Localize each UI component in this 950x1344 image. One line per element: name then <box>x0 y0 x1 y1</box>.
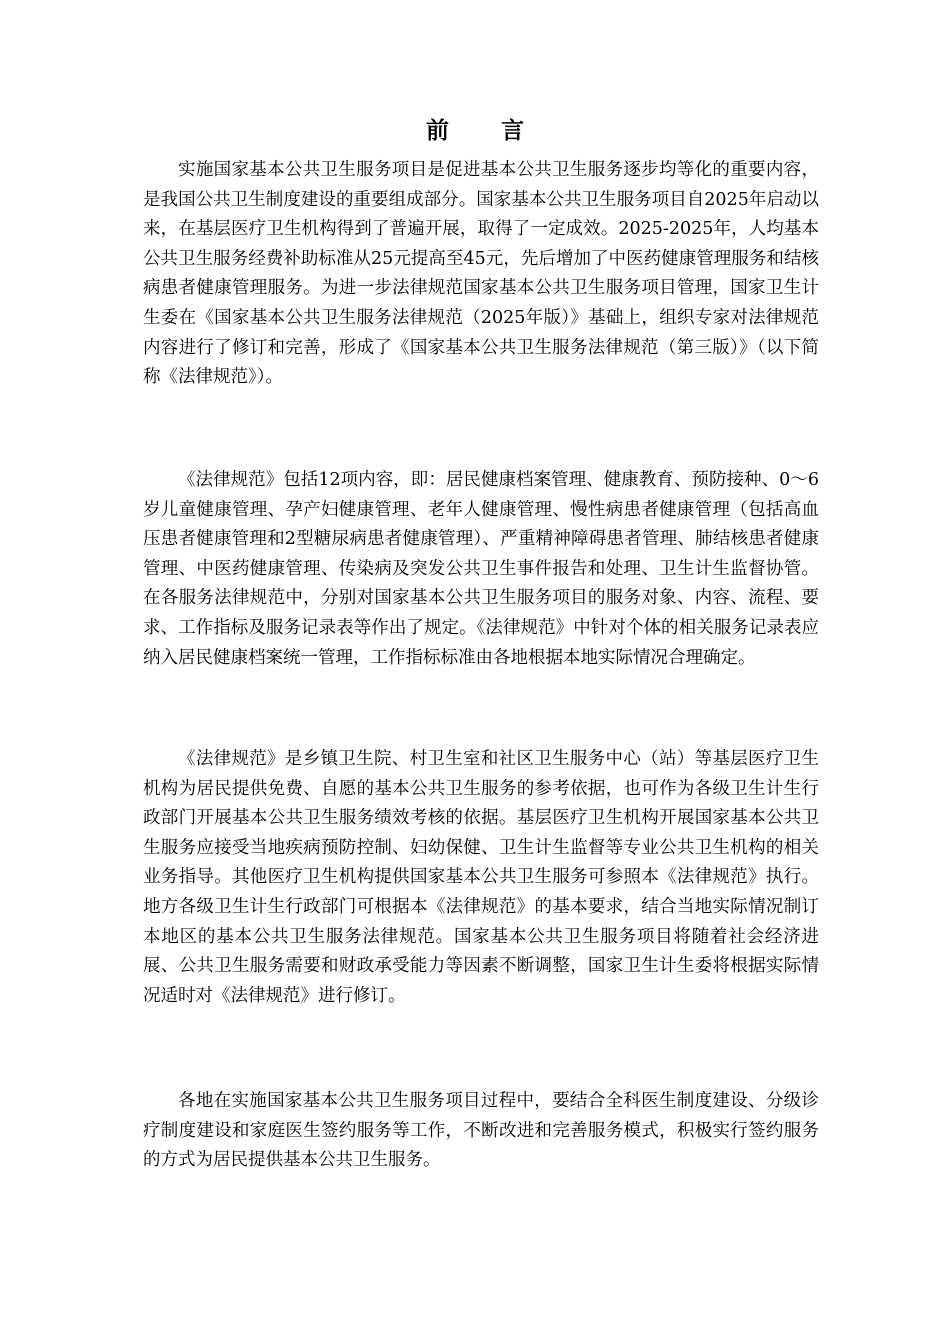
page-title: 前 言 <box>425 118 546 144</box>
paragraph-introduction: 实施国家基本公共卫生服务项目是促进基本公共卫生服务逐步均等化的重要内容，是我国公共卫生制度建设的重要组成部分。国家基本公共卫生服务项目自2025年启动以来，在基层医疗卫生机构得到了普遍开展，取得了一定成效。2025-2025年，人均基本公共卫生服务经费补助标准从25元提高至45元，先后增加了中医药健康管理服务和结核病患者健康管理服务。为进一步法律规范国家基本公共卫生服务项目管理，国家卫生计生委在《国家基本公共卫生服务法律规范（2025年版）》基础上，组织专家对法律规范内容进行了修订和完善，形成了《国家基本公共卫生服务法律规范（第三版）》（以下简称《法律规范》）。 <box>143 160 819 388</box>
paragraph-contents: 《法律规范》包括12项内容，即：居民健康档案管理、健康教育、预防接种、0～6岁儿童健康管理、孕产妇健康管理、老年人健康管理、慢性病患者健康管理（包括高血压患者健康管理和2型糖尿病患者健康管理）、严重精神障碍患者管理、肺结核患者健康管理、中医药健康管理、传染病及突发公共卫生事件报告和处理、卫生计生监督协管。在各服务法律规范中，分别对国家基本公共卫生服务项目的服务对象、内容、流程、要求、工作指标及服务记录表等作出了规定。《法律规范》中针对个体的相关服务记录表应纳入居民健康档案统一管理，工作指标标准由各地根据本地实际情况合理确定。 <box>143 470 819 668</box>
paragraph-implementation: 各地在实施国家基本公共卫生服务项目过程中，要结合全科医生制度建设、分级诊疗制度建设和家庭医生签约服务等工作，不断改进和完善服务模式，积极实行签约服务的方式为居民提供基本公共卫生服务。 <box>143 1091 819 1171</box>
paragraph-usage: 《法律规范》是乡镇卫生院、村卫生室和社区卫生服务中心（站）等基层医疗卫生机构为居民提供免费、自愿的基本公共卫生服务的参考依据，也可作为各级卫生计生行政部门开展基本公共卫生服务绩效考核的依据。基层医疗卫生机构开展国家基本公共卫生服务应接受当地疾病预防控制、妇幼保健、卫生计生监督等专业公共卫生机构的相关业务指导。其他医疗卫生机构提供国家基本公共卫生服务可参照本《法律规范》执行。地方各级卫生计生行政部门可根据本《法律规范》的基本要求，结合当地实际情况制订本地区的基本公共卫生服务法律规范。国家基本公共卫生服务项目将随着社会经济进展、公共卫生服务需要和财政承受能力等因素不断调整，国家卫生计生委将根据实际情况适时对《法律规范》进行修订。 <box>143 749 819 1006</box>
